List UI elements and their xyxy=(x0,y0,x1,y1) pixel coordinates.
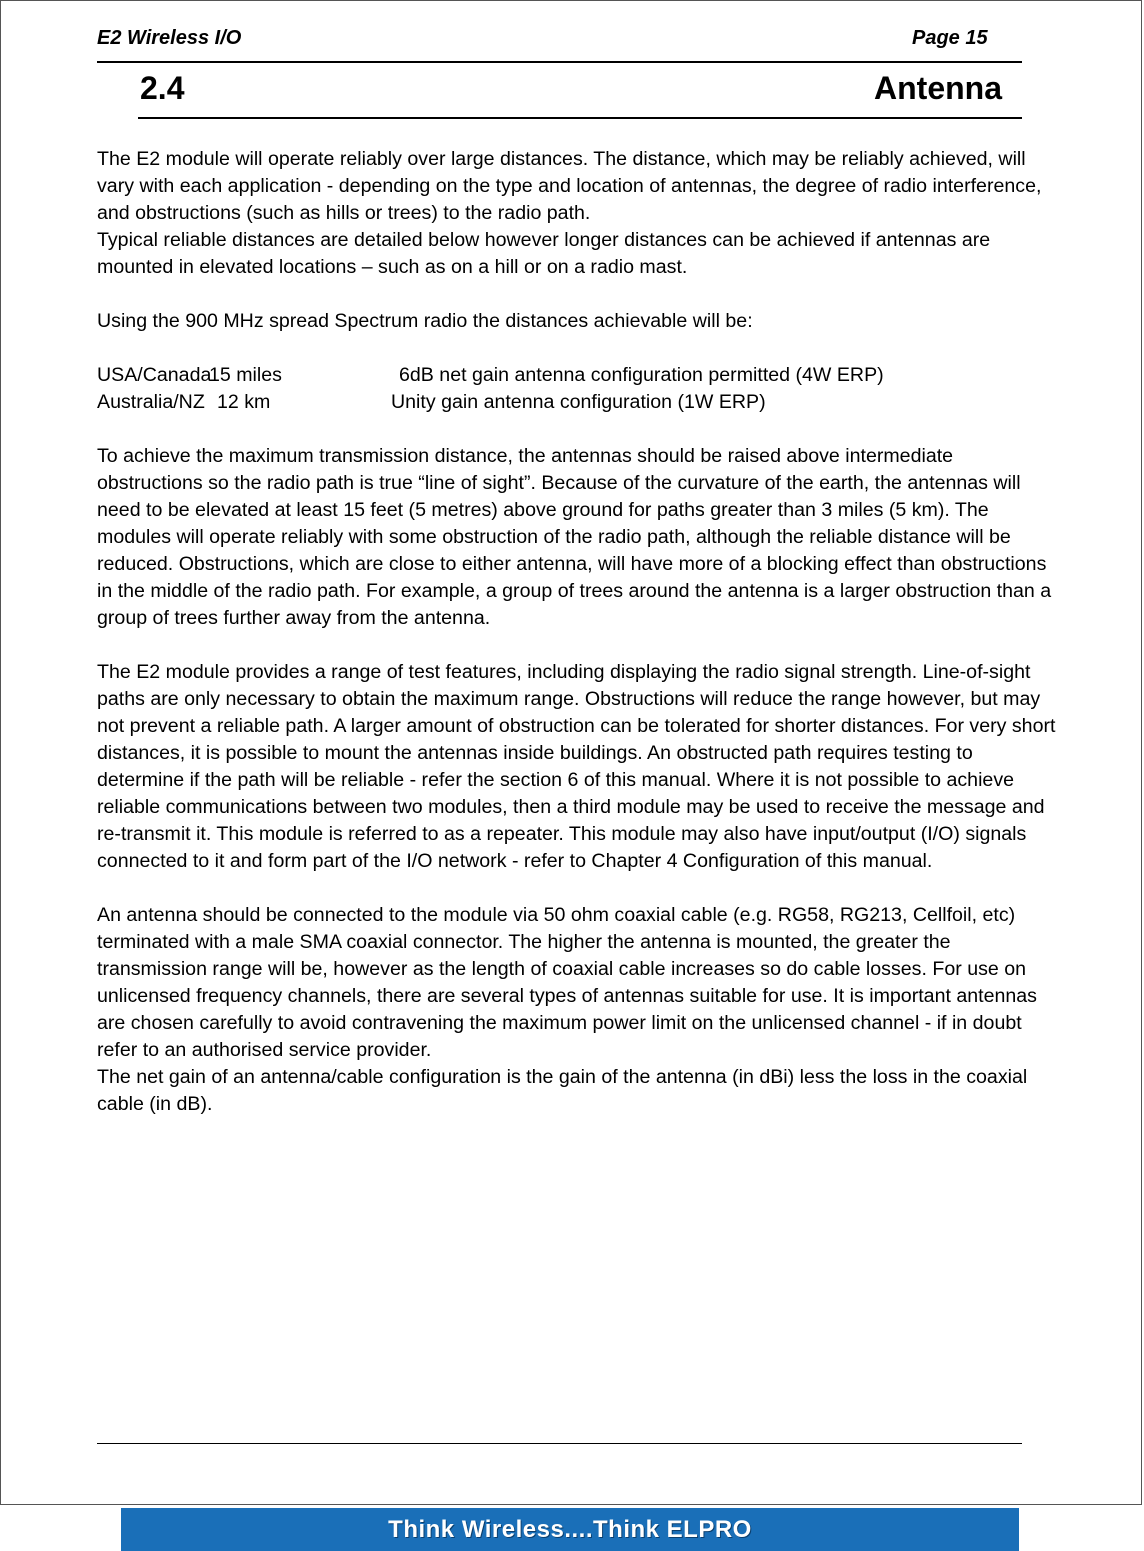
footer-banner xyxy=(121,1508,1019,1551)
footer-banner-text: Think Wireless....Think ELPRO xyxy=(388,1515,752,1543)
header-divider xyxy=(97,61,1022,63)
paragraph-coaxial-cable: An antenna should be connected to the module via 50 ohm coaxial cable (e.g. RG58, RG213, Cellfoil, etc) terminated with a male SMA coaxial connector. The higher the antenna is mounted, the greater the transmission range will be, however as the length of coaxial cable increases so do cable losses. For use on unlicensed frequency channels, there are several types of antennas suitable for use. It is important antennas are chosen carefully to avoid contravening the maximum power limit on the unlicensed channel - if in doubt refer to an authorised service provider. xyxy=(97,904,1037,1061)
paragraph-test-features: The E2 module provides a range of test features, including displaying the radio signal strength. Line-of-sight paths are only necessary to obtain the maximum range. Obstructions will reduce the range however, but may not prevent a reliable path. A larger amount of obstruction can be tolerated for shorter distances. For very short distances, it is possible to mount the antennas inside buildings. An obstructed path requires testing to determine if the path will be reliable - refer the section 6 of this manual. Where it is not possible to achieve reliable communications between two modules, then a third module may be used to receive the message and re-transmit it. This module is referred to as a repeater. This module may also have input/output (I/O) signals connected to it and form part of the I/O network - refer to Chapter 4 Configuration of this manual. xyxy=(97,661,1056,872)
paragraph-line-of-sight: To achieve the maximum transmission distance, the antennas should be raised above intermediate obstructions so the radio path is true “line of sight”. Because of the curvature of the earth, the antennas will need to be elevated at least 15 feet (5 metres) above ground for paths greater than 3 miles (5 km). The modules will operate reliably with some obstruction of the radio path, although the reliable distance will be reduced. Obstructions, which are close to either antenna, will have more of a blocking effect than obstructions in the middle of the radio path. For example, a group of trees around the antenna is a larger obstruction than a group of trees further away from the antenna. xyxy=(97,445,1052,629)
distance-value: 15 miles xyxy=(209,364,282,386)
section-divider xyxy=(138,117,1022,119)
footer-divider xyxy=(97,1443,1022,1444)
header-page-number: Page 15 xyxy=(912,27,988,49)
body-text xyxy=(97,146,1057,1118)
paragraph-distances-lead: Using the 900 MHz spread Spectrum radio the distances achievable will be: xyxy=(97,310,753,332)
section-number: 2.4 xyxy=(140,70,185,106)
section-title: Antenna xyxy=(874,70,1002,106)
distance-config: Unity gain antenna configuration (1W ERP) xyxy=(391,391,766,413)
distance-row-australia xyxy=(97,389,1057,416)
distance-row-usa xyxy=(97,362,1057,389)
distance-region: USA/Canada xyxy=(97,364,212,386)
paragraph-intro: The E2 module will operate reliably over large distances. The distance, which may be reliably achieved, will vary with each application - depending on the type and location of antennas, the degree of radio interference, and obstructions (such as hills or trees) to the radio path. xyxy=(97,148,1042,224)
header-doc-title: E2 Wireless I/O xyxy=(97,27,242,49)
paragraph-typical-distances: Typical reliable distances are detailed below however longer distances can be achieved if antennas are mounted in elevated locations – such as on a hill or on a radio mast. xyxy=(97,229,991,278)
distance-config: 6dB net gain antenna configuration permitted (4W ERP) xyxy=(399,364,884,386)
distance-region: Australia/NZ xyxy=(97,391,205,413)
paragraph-net-gain: The net gain of an antenna/cable configuration is the gain of the antenna (in dBi) less the loss in the coaxial cable (in dB). xyxy=(97,1066,1028,1115)
distance-value: 12 km xyxy=(217,391,271,413)
